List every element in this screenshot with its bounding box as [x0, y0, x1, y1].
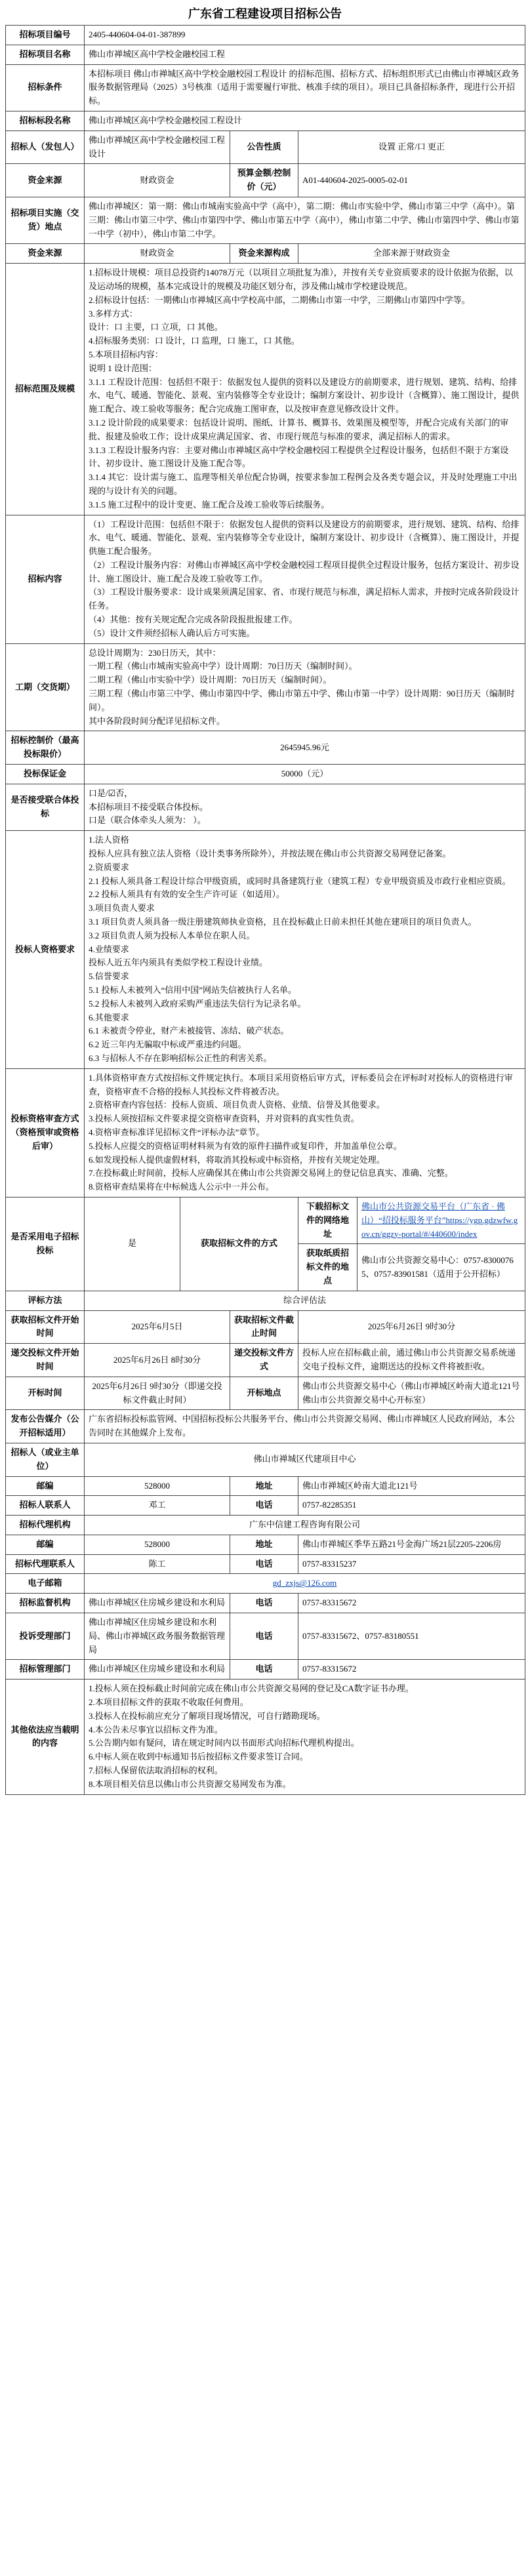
row-fund: [6, 244, 525, 264]
manage-phone-value: 0757-83315672: [298, 1660, 525, 1680]
media-label: 发布公告媒介（公开招标适用）: [6, 1410, 85, 1443]
zip-label: 邮编: [6, 1476, 85, 1496]
row-bid-open: [6, 1377, 525, 1410]
fund-label: 资金来源: [6, 244, 85, 264]
row-person: [6, 1496, 525, 1516]
scope-label: 招标范围及规模: [6, 264, 85, 515]
project-name-value: 佛山市禅城区高中学校金融校园工程: [85, 45, 525, 64]
submit-method-value: 投标人应在招标截止前，通过佛山市公共资源交易系统递交电子投标文件，逾期送达的投标文件将被拒收。: [298, 1344, 525, 1377]
bid-open-value: 2025年6月26日 9时30分（即递交投标文件截止时间）: [85, 1377, 230, 1410]
row-tenderer: [6, 131, 525, 164]
manage-label: 招标管理部门: [6, 1660, 85, 1680]
qualification-label: 投标人资格要求: [6, 831, 85, 1069]
fund-ratio-value: 全部来源于财政资金: [298, 244, 525, 264]
zip-value: 528000: [85, 1476, 230, 1496]
announcement-nature-label: 公告性质: [230, 131, 298, 164]
review-method-text: 1.具体资格审查方式按招标文件规定执行。本项目采用资格后审方式，评标委员会在评标时对投标人的资格进行审查，资格审查不合格的投标人其投标文件将被否决。 2.资格审查内容包括：投标人资质、项目负责人资格、业绩、信誉及其他要求。 3.投标人须按招标文件要求提交资格审查资料，并对资料的真实性负责。 4.资格审查标准详见招标文件“评标办法”章节。 5.投标人应提交的资格证明材料须为有效的原件扫描件或复印件，并加盖单位公章。 6.如发现投标人提供虚假材料，将取消其投标或中标资格，并按有关规定处理。 7.在投标截止时间前，投标人应确保其在佛山市公共资源交易网上的登记信息真实、准确、完整。 8.资格审查结果将在中标候选人公示中一并公布。: [85, 1068, 525, 1197]
agent-value: 广东中信建工程咨询有限公司: [85, 1516, 525, 1535]
consortium-label: 是否接受联合体投标: [6, 784, 85, 830]
doc-start-label: 获取招标文件开始时间: [6, 1310, 85, 1344]
review-method-label: 投标资格审查方式（资格预审或资格后审）: [6, 1068, 85, 1197]
announcement-nature-value: 设置 正常/口 更正: [298, 131, 525, 164]
contact-tenderer-label: 招标人（或业主单位）: [6, 1443, 85, 1476]
tender-conditions-text: 本招标项目 佛山市禅城区高中学校金融校园工程设计 的招标范围、招标方式、招标组织形式已由佛山市禅城区政务服务数据管理局（2025）3号核准（适用于需要履行审批、核准手续的项目）。项目已具备招标条件，现进行公开招标。: [85, 64, 525, 111]
deposit-label: 投标保证金: [6, 765, 85, 784]
budget-ratio-label: 预算金额/控制价（元）: [230, 164, 298, 197]
row-other: [6, 1680, 525, 1794]
row-media: [6, 1410, 525, 1443]
bid-section-label: 招标标段名称: [6, 111, 85, 131]
other-text: 1.投标人须在投标截止时间前完成在佛山市公共资源交易网的登记及CA数字证书办理。 2.本项目招标文件的获取不收取任何费用。 3.投标人在投标前应充分了解项目现场情况，可自行踏勘现场。 4.本公告未尽事宜以招标文件为准。 5.公告期内如有疑问，请在规定时间内以书面形式向招标代理机构提出。 6.中标人须在收到中标通知书后按招标文件要求签订合同。 7.招标人保留依法取消招标的权利。 8.本项目相关信息以佛山市公共资源交易网发布为准。: [85, 1680, 525, 1794]
row-agent-zip: [6, 1535, 525, 1554]
media-text: 广东省招标投标监管网、中国招标投标公共服务平台、佛山市公共资源交易网、佛山市禅城区人民政府网站，本公告同时在其他媒介上发布。: [85, 1410, 525, 1443]
duration-label: 工期（交货期）: [6, 643, 85, 731]
row-duration: [6, 643, 525, 731]
row-doc-time: [6, 1310, 525, 1344]
agent-label: 招标代理机构: [6, 1516, 85, 1535]
doc-end-label: 获取招标文件截止时间: [230, 1310, 298, 1344]
project-code-label: 招标项目编号: [6, 26, 85, 45]
row-complaint: [6, 1613, 525, 1660]
budget-ratio-value: A01-440604-2025-0005-02-01: [298, 164, 525, 197]
complaint-phone-label: 电话: [230, 1613, 298, 1660]
row-zip: [6, 1476, 525, 1496]
agent-address-label: 地址: [230, 1535, 298, 1554]
bid-open-label: 开标时间: [6, 1377, 85, 1410]
row-project-name: [6, 45, 525, 64]
row-location: [6, 197, 525, 243]
manage-phone-label: 电话: [230, 1660, 298, 1680]
fund-ratio-label: 资金来源构成: [230, 244, 298, 264]
row-deposit: [6, 765, 525, 784]
doc-start-value: 2025年6月5日: [85, 1310, 230, 1344]
qualification-text: 1.法人资格 投标人应具有独立法人资格（设计类事务所除外），并按法规在佛山市公共资源交易网登记备案。 2.资质要求 2.1 投标人须具备工程设计综合甲级资质，或同时具备建筑行业（建筑工程）专业甲级资质及市政行业相应资质。 2.2 投标人须具有有效的安全生产许可证（如适用）。 3.项目负责人要求 3.1 项目负责人须具备一级注册建筑师执业资格，且在投标截止日前未担任其他在建项目的项目负责人。 3.2 项目负责人须为投标人本单位在职人员。 4.业绩要求 投标人近五年内须具有类似学校工程设计业绩。 5.信誉要求 5.1 投标人未被列入“信用中国”网站失信被执行人名单。 5.2 投标人未被列入政府采购严重违法失信行为记录名单。 6.其他要求 6.1 未被责令停业，财产未被接管、冻结、破产状态。 6.2 近三年内无骗取中标或严重违约问题。 6.3 与招标人不存在影响招标公正性的利害关系。: [85, 831, 525, 1069]
agent-person-value: 陈工: [85, 1554, 230, 1574]
phone-value: 0757-82285351: [298, 1496, 525, 1516]
row-email: [6, 1574, 525, 1594]
person-label: 招标人联系人: [6, 1496, 85, 1516]
project-code-value: 2405-440604-04-01-387899: [85, 26, 525, 45]
row-qualification: [6, 831, 525, 1069]
row-agent-person: [6, 1554, 525, 1574]
agent-phone-value: 0757-83315237: [298, 1554, 525, 1574]
e-bidding-label: 是否采用电子招标投标: [6, 1197, 85, 1291]
address-label: 地址: [230, 1476, 298, 1496]
max-price-value: 2645945.96元: [85, 731, 525, 765]
max-price-label: 招标控制价（最高投标限价）: [6, 731, 85, 765]
supervisor-value: 佛山市禅城区住房城乡建设和水利局: [85, 1594, 230, 1613]
evaluation-value: 综合评估法: [85, 1291, 525, 1310]
duration-text: 总设计周期为：230日历天，其中： 一期工程（佛山市城南实验高中学）设计周期：70日历天（编制时间）。 二期工程（佛山市实验中学）设计周期：70日历天（编制时间）。 三期工程（佛山市第三中学、佛山市第四中学、佛山市第五中学、佛山市第一中学）设计周期：90日历天（编制时间）。 其中各阶段时间分配详见招标文件。: [85, 643, 525, 731]
download-site-link[interactable]: 佛山市公共资源交易平台（广东省 · 佛山）“招投标服务平台”https://ygp.gdzwfw.gov.cn/ggzy-portal/#/440600/index: [357, 1197, 525, 1243]
supervisor-phone-value: 0757-83315672: [298, 1594, 525, 1613]
phone-label: 电话: [230, 1496, 298, 1516]
bid-open-place-label: 开标地点: [230, 1377, 298, 1410]
supervisor-label: 招标监督机构: [6, 1594, 85, 1613]
contact-tenderer-value: 佛山市禅城区代建项目中心: [85, 1443, 525, 1476]
e-bidding-value: 是: [85, 1197, 180, 1291]
tenderer-label: 招标人（发包人）: [6, 131, 85, 164]
row-consortium: [6, 784, 525, 830]
deposit-value: 50000（元）: [85, 765, 525, 784]
agent-address-value: 佛山市禅城区季华五路21号金海广场21层2205-2206房: [298, 1535, 525, 1554]
row-review-method: [6, 1068, 525, 1197]
supervisor-phone-label: 电话: [230, 1594, 298, 1613]
submit-start-label: 递交投标文件开始时间: [6, 1344, 85, 1377]
bid-section-value: 佛山市禅城区高中学校金融校园工程设计: [85, 111, 525, 131]
complaint-value: 佛山市禅城区住房城乡建设和水利局、佛山市禅城区政务服务数据管理局: [85, 1613, 230, 1660]
complaint-label: 投诉受理部门: [6, 1613, 85, 1660]
row-max-price: [6, 731, 525, 765]
submit-method-label: 递交投标文件方式: [230, 1344, 298, 1377]
person-value: 邓工: [85, 1496, 230, 1516]
agent-zip-value: 528000: [85, 1535, 230, 1554]
row-submit: [6, 1344, 525, 1377]
doc-end-value: 2025年6月26日 9时30分: [298, 1310, 525, 1344]
row-evaluation: [6, 1291, 525, 1310]
paper-doc-label: 获取纸质招标文件的地点: [298, 1244, 357, 1291]
email-label: 电子邮箱: [6, 1574, 85, 1594]
paper-doc-value: 佛山市公共资源交易中心：0757-83000765、0757-83901581（适用于公开招标）: [357, 1244, 525, 1291]
row-bid-section: [6, 111, 525, 131]
tenderer-value: 佛山市禅城区高中学校金融校园工程设计: [85, 131, 230, 164]
row-tender-conditions: [6, 64, 525, 111]
bid-content-label: 招标内容: [6, 515, 85, 643]
complaint-phone-value: 0757-83315672、0757-83180551: [298, 1613, 525, 1660]
submit-start-value: 2025年6月26日 8时30分: [85, 1344, 230, 1377]
other-label: 其他依法应当载明的内容: [6, 1680, 85, 1794]
row-bid-content: [6, 515, 525, 643]
row-e-bidding-site: [6, 1197, 525, 1243]
agent-phone-label: 电话: [230, 1554, 298, 1574]
row-scope: [6, 264, 525, 515]
page-title: 广东省工程建设项目招标公告: [188, 7, 342, 20]
address-value: 佛山市禅城区岭南大道北121号: [298, 1476, 525, 1496]
bid-content-text: （1）工程设计范围：包括但不限于：依据发包人提供的资料以及建设方的前期要求，进行规划、建筑、结构、给排水、电气、暖通、智能化、景观、室内装修等全专业设计，编制方案设计、初步设计（含概算）、施工图设计，并提供施工配合服务。 （2）工程设计服务内容：对佛山市禅城区高中学校金融校园工程项目提供全过程设计服务，包括方案设计、初步设计、施工图设计、施工配合及竣工验收等工作。 （3）工程设计服务要求：设计成果须满足国家、省、市现行规范与标准，满足招标人需求，并按时完成各阶段设计任务。 （4）其他：按有关规定配合完成各阶段报批报建工作。 （5）设计文件须经招标人确认后方可实施。: [85, 515, 525, 643]
location-label: 招标项目实施（交货）地点: [6, 197, 85, 243]
agent-person-label: 招标代理联系人: [6, 1554, 85, 1574]
project-name-label: 招标项目名称: [6, 45, 85, 64]
scope-text: 1.招标设计规模：项目总投资约14078万元（以项目立项批复为准），并按有关专业资质要求的设计依据为依据，以及运动场的规模，基本完成设计的规模及功能区划分布，涉及佛山城市学校建设规范。 2.招标设计包括：一期佛山市禅城区高中学校高中部，二期佛山市第一中学，三期佛山市第四中学等。 3.多样方式： 设计：口 主要，口 立项，口 其他。 4.招标服务类别：口 设计，口 监理，口 施工，口 其他。 5.本项目招标内容： 说明 1 设计范围： 3.1.1 工程设计范围：包括但不限于：依据发包人提供的资料以及建设方的前期要求，进行规划、建筑、结构、给排水、电气、暖通、智能化、景观、室内装修等全专业设计；编制方案设计、初步设计（含概算）、施工图设计，提供施工配合、竣工验收等服务；配合完成施工图审查，以及按审查意见修改设计文件。 3.1.2 设计阶段的成果要求：包括设计说明、图纸、计算书、概算书、效果图及模型等，并配合完成有关部门的审批、报建及验收工作；设计成果应满足国家、省、市现行规范与标准的要求，满足招标人的需求。 3.1.3 工程设计服务内容：主要对佛山市禅城区高中学校金融校园工程提供全过程设计服务，包括但不限于方案设计、初步设计、施工图设计及施工配合等。 3.1.4 其它：设计需与施工、监理等相关单位配合协调，按要求参加工程例会及各类专题会议，并及时处理施工中出现的与设计有关的问题。 3.1.5 施工过程中的设计变更、施工配合及竣工验收等后续服务。: [85, 264, 525, 515]
agent-zip-label: 邮编: [6, 1535, 85, 1554]
tender-conditions-label: 招标条件: [6, 64, 85, 111]
announcement-table: [5, 25, 525, 1795]
location-value: 佛山市禅城区：第一期：佛山市城南实验高中学（高中），第二期：佛山市实验中学、佛山市第三中学（高中）。第三期：佛山市第三中学、佛山市第四中学、佛山市第五中学（高中），佛山市第二中学、佛山市第四中学、佛山市第一中学（初中），佛山市第二中学。: [85, 197, 525, 243]
funding-source-value: 财政资金: [85, 164, 230, 197]
row-agent: [6, 1516, 525, 1535]
evaluation-label: 评标方法: [6, 1291, 85, 1310]
email-value[interactable]: gd_zxjs@126.com: [85, 1574, 525, 1594]
row-manage: [6, 1660, 525, 1680]
funding-source-label: 资金来源: [6, 164, 85, 197]
row-supervisor: [6, 1594, 525, 1613]
manage-value: 佛山市禅城区住房城乡建设和水利局: [85, 1660, 230, 1680]
fund-value: 财政资金: [85, 244, 230, 264]
download-site-label: 下载招标文件的网络地址: [298, 1197, 357, 1243]
bid-open-place-value: 佛山市公共资源交易中心（佛山市禅城区岭南大道北121号佛山市公共资源交易中心开标室）: [298, 1377, 525, 1410]
row-tenderer-contact: [6, 1443, 525, 1476]
doc-method-label: 获取招标文件的方式: [180, 1197, 298, 1291]
row-budget: [6, 164, 525, 197]
consortium-text: 口是/☑否， 本招标项目不接受联合体投标。 口是（联合体牵头人须为： ）。: [85, 784, 525, 830]
row-project-code: [6, 26, 525, 45]
